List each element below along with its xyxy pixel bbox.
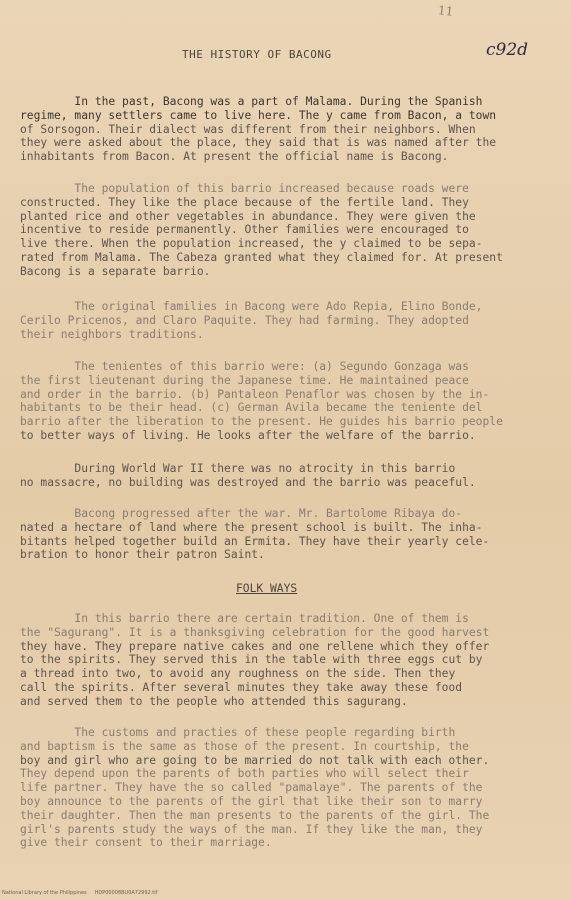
text-line: and baptism is the same as those of the present. In courtship, the: [20, 739, 469, 753]
text-line: In the past, Bacong was a part of Malama. During the Spanish: [20, 95, 483, 108]
text-line: boy announce to the parents of the girl that like their son to marry: [20, 794, 483, 808]
text-line: to the spirits. They served this in the table with three eggs cut by: [20, 653, 483, 667]
text-line: of Sorsogon. Their dialect was different from their neighbors. When: [20, 122, 476, 136]
text-line: The customs and practies of these people regarding birth: [20, 726, 456, 739]
text-line: live there. When the population increased, the y claimed to be sepa-: [20, 237, 483, 251]
text-line: The population of this barrio increased because roads were: [20, 182, 469, 195]
text-line: bitants helped together build an Ermita. They have their yearly cele-: [20, 534, 490, 548]
text-line: planted rice and other vegetables in abundance. They were given the: [20, 209, 476, 223]
text-line: rated from Malama. The Cabeza granted what they claimed for. At present: [20, 250, 503, 264]
text-line: and served them to the people who attended this sagurang.: [20, 694, 408, 708]
archive-footer: National Library of the Philippines HDP00008BU0A72992.tif: [2, 890, 158, 896]
text-line: constructed. They like the place because of the fertile land. They: [20, 195, 469, 209]
text-line: a thread into two, to avoid any roughness on the side. Then they: [20, 667, 456, 681]
paragraph-tenientes: [20, 360, 555, 443]
section-heading-folk-ways: FOLK WAYS: [236, 582, 298, 595]
text-line: During World War II there was no atrocity in this barrio: [20, 462, 456, 475]
paragraph-progress: [20, 507, 555, 562]
text-line: give their consent to their marriage.: [20, 836, 272, 850]
text-line: their daughter. Then the man presents to the parents of the girl. The: [20, 808, 490, 822]
text-line: the "Sagurang". It is a thanksgiving celebration for the good harvest: [20, 625, 490, 639]
text-line: the first lieutenant during the Japanese time. He maintained peace: [20, 373, 469, 387]
text-line: girl's parents study the ways of the man. If they like the man, they: [20, 822, 483, 836]
handwritten-document-code: c92d: [486, 40, 529, 60]
text-line: they have. They prepare native cakes and one rellene which they offer: [20, 639, 490, 653]
paragraph-sagurang: [20, 612, 555, 709]
text-line: no massacre, no building was destroyed and the barrio was peaceful.: [20, 475, 476, 489]
text-line: and order in the barrio. (b) Pantaleon Penaflor was chosen by the in-: [20, 387, 490, 401]
text-line: nated a hectare of land where the present school is built. The inha-: [20, 520, 483, 534]
paragraph-population: [20, 182, 555, 279]
page-number: 11: [437, 3, 454, 19]
text-line: bration to honor their patron Saint.: [20, 548, 265, 562]
text-line: boy and girl who are going to be married do not talk with each other.: [20, 753, 490, 767]
paragraph-customs: [20, 726, 555, 850]
text-line: their neighbors traditions.: [20, 327, 204, 341]
text-line: call the spirits. After several minutes they take away these food: [20, 680, 463, 694]
text-line: Bacong progressed after the war. Mr. Bartolome Ribaya do-: [20, 507, 463, 520]
text-line: incentive to reside permanently. Other families were encouraged to: [20, 223, 469, 237]
text-line: They depend upon the parents of both parties who will select their: [20, 767, 469, 781]
text-line: Bacong is a separate barrio.: [20, 264, 211, 278]
document-title: THE HISTORY OF BACONG: [182, 48, 332, 61]
paragraph-origin: [20, 95, 555, 164]
text-line: life partner. They have the so called "pamalaye". The parents of the: [20, 781, 483, 795]
text-line: The tenientes of this barrio were: (a) Segundo Gonzaga was: [20, 360, 469, 373]
paragraph-war: [20, 462, 555, 490]
text-line: In this barrio there are certain tradition. One of them is: [20, 612, 469, 625]
text-line: they were asked about the place, they said that is was named after the: [20, 136, 497, 150]
text-line: to better ways of living. He looks after the welfare of the barrio.: [20, 428, 476, 442]
text-line: habitants to be their head. (c) German Avila became the teniente del: [20, 401, 483, 415]
text-line: regime, many settlers came to live here. The y came from Bacon, a town: [20, 108, 497, 122]
text-line: barrio after the liberation to the present. He guides his barrio people: [20, 415, 503, 429]
text-line: Cerilo Pricenos, and Claro Paquite. They had farming. They adopted: [20, 313, 469, 327]
paragraph-families: [20, 300, 555, 341]
text-line: inhabitants from Bacon. At present the official name is Bacong.: [20, 150, 449, 164]
text-line: The original families in Bacong were Ado Repia, Elino Bonde,: [20, 300, 483, 313]
